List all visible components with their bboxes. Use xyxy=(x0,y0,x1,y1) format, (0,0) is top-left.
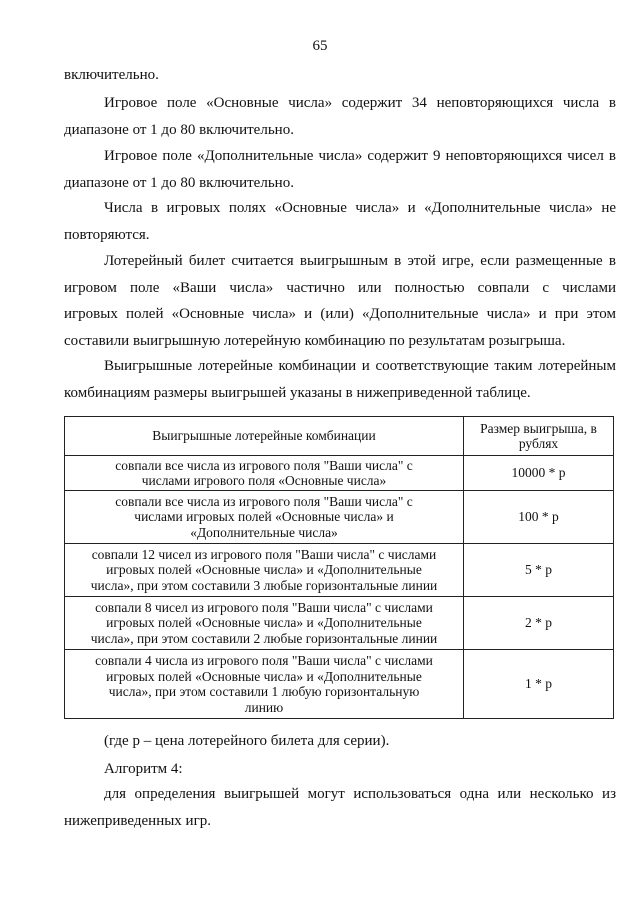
cell-line: совпали все числа из игрового поля "Ваши числа" с xyxy=(115,493,413,509)
table-row xyxy=(65,491,614,544)
cell-line: «Дополнительные числа» xyxy=(190,524,338,540)
prize-cell: 10000 * р xyxy=(464,456,614,491)
table-row xyxy=(65,544,614,597)
paragraph-main-numbers-field xyxy=(64,90,616,143)
cell-line: совпали 8 чисел из игрового поля "Ваши числа" с числами xyxy=(95,599,433,615)
table-row xyxy=(65,456,614,491)
text-line: Игровое поле «Дополнительные числа» содержит 9 неповторяющихся чисел в xyxy=(104,148,616,164)
price-note xyxy=(64,728,616,755)
cell-line: игровых полей «Основные числа» и «Дополнительные xyxy=(106,562,422,578)
cell-line: совпали 12 чисел из игрового поля "Ваши числа" с числами xyxy=(91,546,437,562)
text-line: (где р – цена лотерейного билета для серии). xyxy=(104,733,390,749)
paragraph-table-intro xyxy=(64,353,616,406)
text-line: нижеприведенных игр. xyxy=(64,812,211,829)
text-line: составили выигрышную лотерейную комбинацию по результатам розыгрыша. xyxy=(64,332,566,349)
text-line: Игровое поле «Основные числа» содержит 34 неповторяющихся числа в xyxy=(104,95,616,111)
continuation-line xyxy=(64,62,616,89)
paragraph-no-repeat xyxy=(64,195,616,248)
combination-cell xyxy=(65,456,464,491)
cell-line: числами игровых полей «Основные числа» и xyxy=(134,509,394,525)
text-line: комбинациям размеры выигрышей указаны в нижеприведенной таблице. xyxy=(64,384,531,401)
combination-cell xyxy=(65,650,464,719)
algorithm-heading xyxy=(64,756,616,783)
header-prize xyxy=(464,417,614,456)
cell-line: линию xyxy=(244,699,284,715)
text-line: диапазоне от 1 до 80 включительно. xyxy=(64,174,294,191)
cell-line: числа», при этом составили 2 любые горизонтальные линии xyxy=(90,630,438,646)
text-line: игровом поле «Ваши числа» частично или полностью совпали с числами xyxy=(64,279,616,296)
paragraph-games-list xyxy=(64,781,616,834)
text-line: игровых полей «Основные числа» и (или) «Дополнительные числа» и при этом xyxy=(64,306,616,322)
prize-cell: 1 * р xyxy=(464,650,614,719)
paragraph-winning-ticket xyxy=(64,248,616,354)
cell-line: игровых полей «Основные числа» и «Дополнительные xyxy=(106,615,422,631)
prize-cell: 5 * р xyxy=(464,544,614,597)
page-number: 65 xyxy=(312,38,328,54)
prize-table xyxy=(64,416,614,719)
combination-cell xyxy=(65,544,464,597)
text-line: для определения выигрышей могут использоваться одна или несколько из xyxy=(104,786,616,802)
table-header-row xyxy=(65,417,614,456)
text-line: Числа в игровых полях «Основные числа» и «Дополнительные числа» не xyxy=(104,200,616,216)
cell-line: числа», при этом составили 1 любую горизонтальную xyxy=(108,684,420,699)
combination-cell xyxy=(65,491,464,544)
cell-line: числа», при этом составили 3 любые горизонтальные линии xyxy=(90,577,438,593)
text-line: диапазоне от 1 до 80 включительно. xyxy=(64,121,294,138)
text-line: Выигрышные лотерейные комбинации и соответствующие таким лотерейным xyxy=(104,358,616,374)
table-row xyxy=(65,650,614,719)
header-prize-line: рублях xyxy=(518,436,559,451)
text-line: повторяются. xyxy=(64,226,150,243)
table-row xyxy=(65,597,614,650)
cell-line: игровых полей «Основные числа» и «Дополнительные xyxy=(106,668,422,684)
paragraph-extra-numbers-field xyxy=(64,143,616,196)
header-prize-line: Размер выигрыша, в xyxy=(480,420,597,436)
prize-cell: 2 * р xyxy=(464,597,614,650)
cell-line: совпали 4 числа из игрового поля "Ваши числа" с числами xyxy=(95,653,433,668)
text-line: включительно. xyxy=(64,67,159,83)
text-line: Лотерейный билет считается выигрышным в этой игре, если размещенные в xyxy=(104,253,616,269)
cell-line: числами игрового поля «Основные числа» xyxy=(141,473,387,488)
cell-line: совпали все числа из игрового поля "Ваши числа" с xyxy=(115,457,413,473)
header-combination: Выигрышные лотерейные комбинации xyxy=(65,417,464,456)
prize-cell: 100 * р xyxy=(464,491,614,544)
combination-cell xyxy=(65,597,464,650)
text-line: Алгоритм 4: xyxy=(104,761,183,777)
